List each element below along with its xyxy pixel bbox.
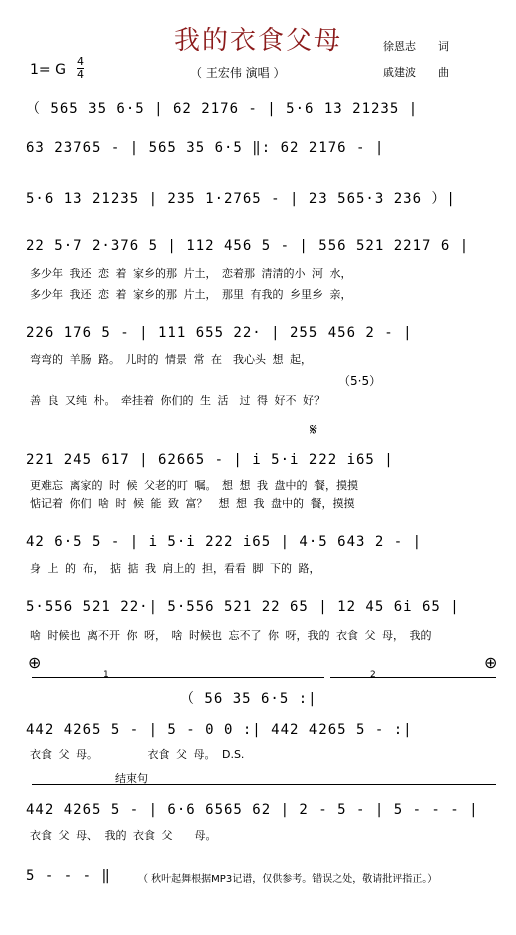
volta-2-label: 2 xyxy=(370,670,376,680)
inset-notes: （5·5） xyxy=(338,374,382,388)
ending-label: 结束句 xyxy=(115,772,148,785)
staff-line-3: 5·6 13 21235 | 235 1·2765 - | 23 565·3 236 ）| xyxy=(26,191,456,207)
footer-note: （ 秋叶起舞根据MP3记谱，仅供参考。错误之处，敬请批评指正。） xyxy=(138,874,438,885)
staff-line-12: 5 - - - ‖ xyxy=(26,868,111,884)
staff-line-1: （ 565 35 6·5 | 62 2176 - | 5·6 13 21235 | xyxy=(26,101,419,117)
staff-line-11: 442 4265 5 - | 6·6 6565 62 | 2 - 5 - | 5 - - - | xyxy=(26,802,479,818)
singer-credit: （ 王宏伟 演唱 ） xyxy=(190,66,286,80)
lyric-line-9: 衣食 父 母。 衣食 父 母。 D.S. xyxy=(30,748,245,761)
lyric-line-7: 身 上 的 布， 掂 掂 我 肩上的 担，看看 脚 下的 路， xyxy=(30,562,321,575)
lyricist-credit: 徐恩志 词 xyxy=(383,40,449,53)
segno-sign: 𝄋 xyxy=(310,420,317,439)
staff-line-7: 42 6·5 5 - | i 5·i 222 i65 | 4·5 643 2 - | xyxy=(26,534,423,550)
ending-bracket xyxy=(32,784,496,785)
coda-sign-left: ⊕ xyxy=(28,653,42,672)
volta-bracket-1 xyxy=(32,677,324,678)
lyric-line-10: 衣食 父 母、 我的 衣食 父 母。 xyxy=(30,829,217,842)
staff-line-2: 63 23765 - | 565 35 6·5 ‖: 62 2176 - | xyxy=(26,140,385,156)
volta-1-label: 1 xyxy=(103,670,109,680)
lyric-line-6: 惦记着 你们 啥 时 候 能 致 富？ 想 想 我 盘中的 餐，摸摸 xyxy=(30,497,355,510)
lyric-line-2: 多少年 我还 恋 着 家乡的那 片土， 那里 有我的 乡里乡 亲， xyxy=(30,288,352,301)
lyric-line-4: 善 良 又纯 朴。 牵挂着 你们的 生 活 过 得 好不 好？ xyxy=(30,394,325,407)
lyric-line-1: 多少年 我还 恋 着 家乡的那 片土， 恋着那 清清的小 河 水， xyxy=(30,267,352,280)
key-signature: 1= G xyxy=(30,62,66,78)
staff-line-9: （ 56 35 6·5 :| xyxy=(180,691,318,707)
song-title: 我的衣食父母 xyxy=(173,26,342,56)
lyric-line-3: 弯弯的 羊肠 路。 儿时的 情景 常 在 我心头 想 起， xyxy=(30,353,312,366)
staff-line-4: 22 5·7 2·376 5 | 112 456 5 - | 556 521 2217 6 | xyxy=(26,238,470,254)
coda-sign-right: ⊕ xyxy=(484,653,498,672)
lyric-line-8: 啥 时候也 离不开 你 呀， 啥 时候也 忘不了 你 呀，我的 衣食 父 母， 我的 xyxy=(30,629,432,642)
volta-bracket-2 xyxy=(330,677,496,678)
staff-line-5: 226 176 5 - | 111 655 22· | 255 456 2 - | xyxy=(26,325,413,341)
staff-line-8: 5·556 521 22·| 5·556 521 22 65 | 12 45 6i 65 | xyxy=(26,599,460,615)
lyric-line-5: 更难忘 离家的 时 候 父老的叮 嘱。 想 想 我 盘中的 餐，摸摸 xyxy=(30,479,358,492)
staff-line-6: 221 245 617 | 62665 - | i 5·i 222 i65 | xyxy=(26,452,394,468)
time-top: 4 xyxy=(77,55,84,68)
composer-credit: 戚建波 曲 xyxy=(383,66,449,79)
staff-line-10: 442 4265 5 - | 5 - 0 0 :| 442 4265 5 - :| xyxy=(26,722,413,738)
time-bottom: 4 xyxy=(77,68,84,81)
time-signature xyxy=(77,56,84,81)
